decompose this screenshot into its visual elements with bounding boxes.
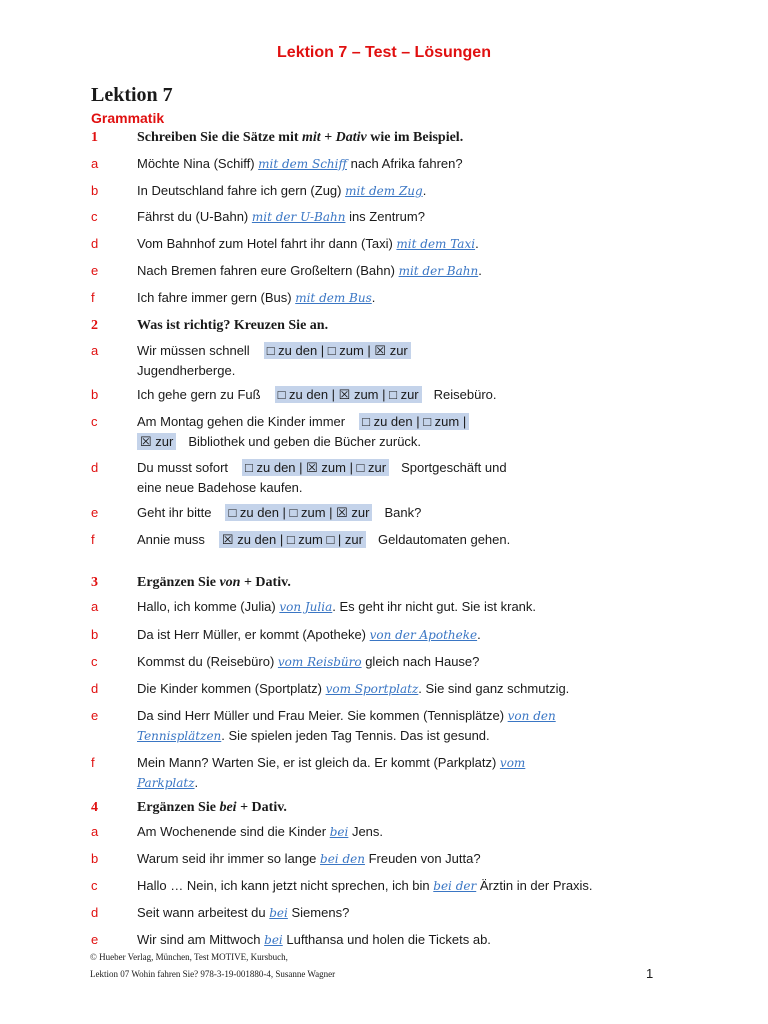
answer: bei bbox=[264, 933, 283, 947]
choice-box: □ zu den | ☒ zum | □ zur bbox=[242, 459, 389, 476]
answer: mit dem Zug bbox=[345, 184, 423, 198]
answer: mit der Bahn bbox=[398, 264, 479, 278]
page-number: 1 bbox=[646, 966, 654, 981]
exercise-instruction: Was ist richtig? Kreuzen Sie an. bbox=[137, 318, 329, 333]
exercise-number: 1 bbox=[91, 130, 98, 145]
choice-box: ☒ zur bbox=[137, 433, 176, 450]
exercise-number: 2 bbox=[91, 318, 98, 333]
choice-box: □ zu den | □ zum | ☒ zur bbox=[264, 342, 411, 359]
answer: vom bbox=[499, 756, 526, 770]
footer-copyright: © Hueber Verlag, München, Test MOTIVE, Kursbuch, bbox=[90, 952, 288, 962]
footer-lesson-info: Lektion 07 Wohin fahren Sie? 978-3-19-001880-4, Susanne Wagner bbox=[90, 969, 336, 979]
exercise-instruction: Ergänzen Sie bei + Dativ. bbox=[137, 800, 287, 815]
page-title: Lektion 7 – Test – Lösungen bbox=[277, 44, 491, 61]
answer: vom Sportplatz bbox=[325, 682, 419, 696]
section-heading: Grammatik bbox=[91, 110, 165, 126]
answer: mit der U-Bahn bbox=[251, 210, 346, 224]
lesson-heading: Lektion 7 bbox=[91, 84, 173, 106]
answer: bei bbox=[269, 906, 288, 920]
answer: bei bbox=[329, 825, 349, 839]
answer: mit dem Schiff bbox=[258, 157, 347, 171]
answer: bei der bbox=[433, 879, 477, 893]
exercise-instruction: Ergänzen Sie von + Dativ. bbox=[137, 575, 291, 590]
choice-box: ☒ zu den | □ zum □ | zur bbox=[219, 531, 366, 548]
exercise-number: 3 bbox=[91, 575, 98, 590]
answer: von den bbox=[507, 709, 556, 723]
answer: bei den bbox=[320, 852, 365, 866]
answer: vom Reisbüro bbox=[277, 655, 362, 669]
answer: mit dem Bus bbox=[295, 291, 372, 305]
answer: von der Apotheke bbox=[369, 628, 478, 642]
choice-box: □ zu den | ☒ zum | □ zur bbox=[275, 386, 422, 403]
exercise-number: 4 bbox=[91, 800, 98, 815]
answer: Parkplatz bbox=[137, 776, 195, 790]
answer: mit dem Taxi bbox=[396, 237, 476, 251]
choice-box: □ zu den | □ zum | bbox=[359, 413, 469, 430]
answer: von Julia bbox=[279, 600, 333, 614]
exercise-instruction: Schreiben Sie die Sätze mit mit + Dativ wie im Beispiel. bbox=[137, 130, 464, 145]
answer: Tennisplätzen bbox=[137, 729, 222, 743]
choice-box: □ zu den | □ zum | ☒ zur bbox=[225, 504, 372, 521]
